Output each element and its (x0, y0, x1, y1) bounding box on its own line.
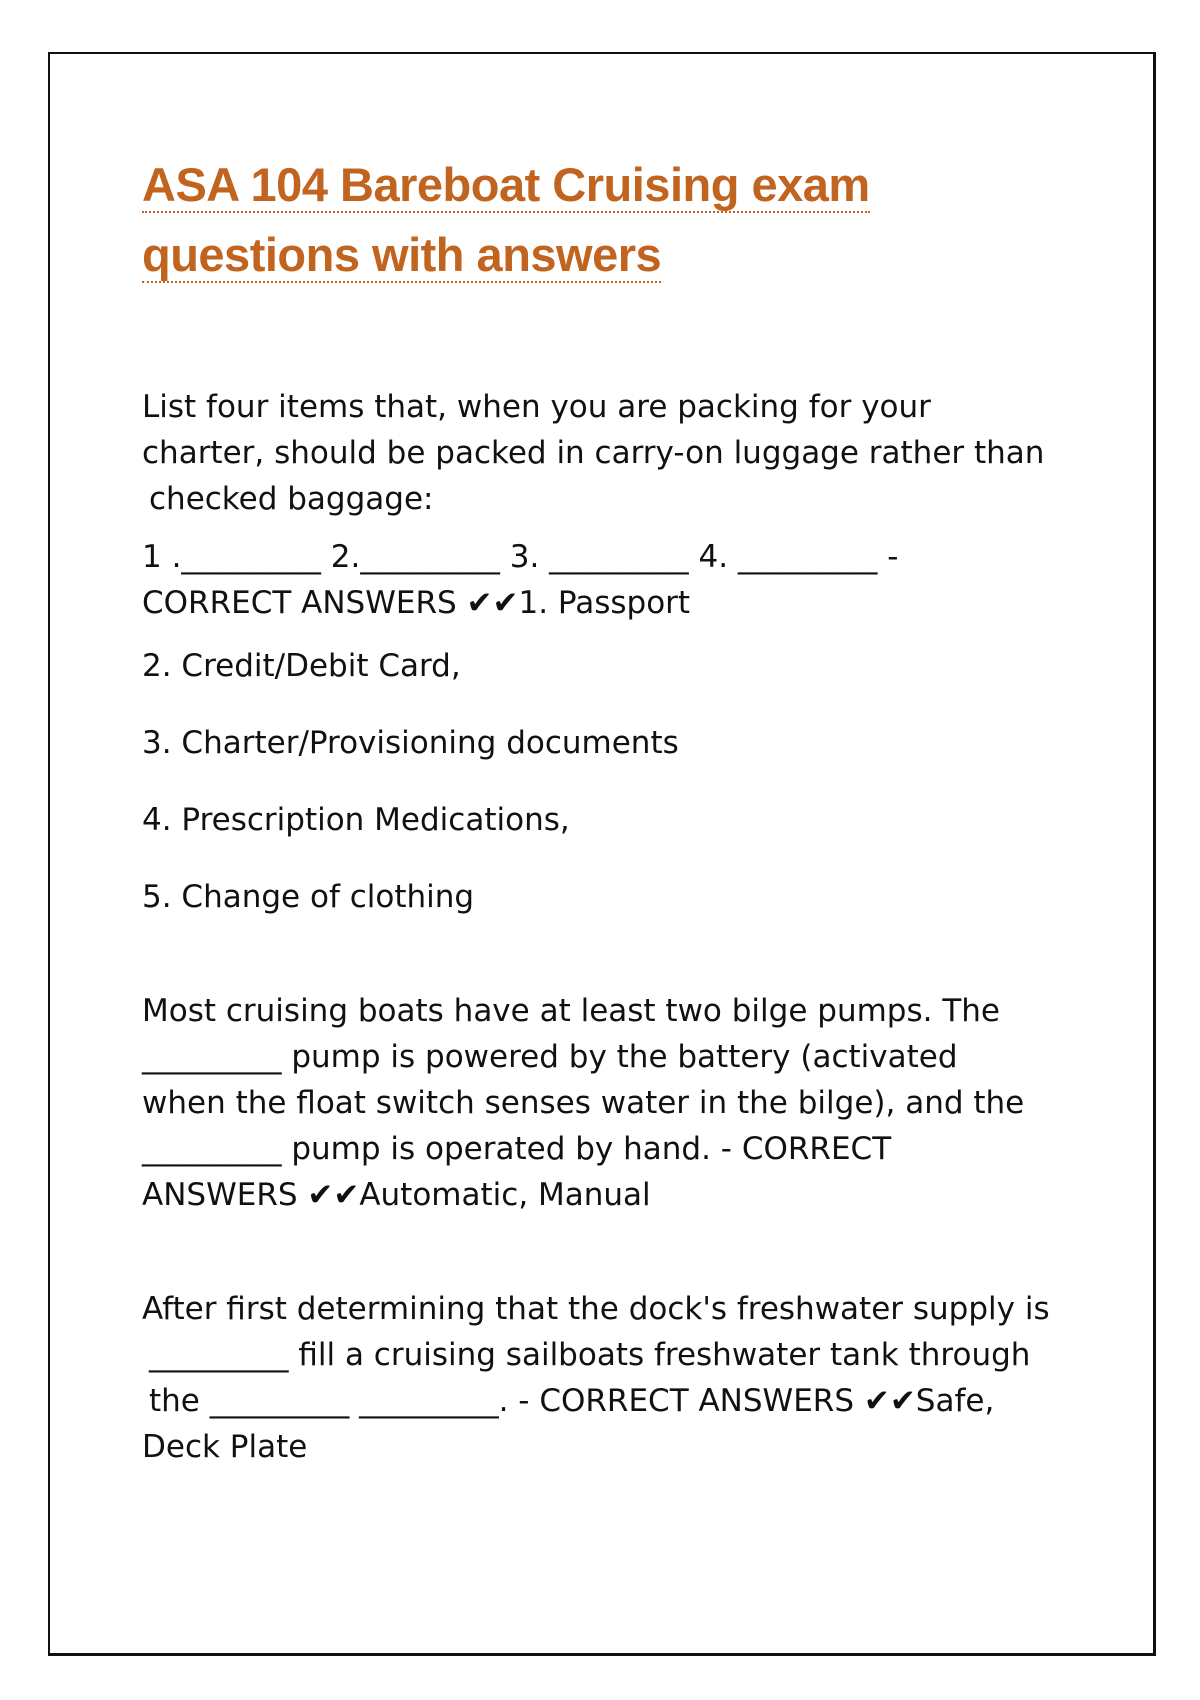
question-3 (142, 1286, 1082, 1470)
question-2 (142, 988, 1082, 1218)
answer-line: CORRECT ANSWERS ✔✔1. Passport (142, 585, 691, 621)
question-text-line: After first determining that the dock's freshwater supply is (142, 1291, 1050, 1327)
question-text-line: the _________ _________. - CORRECT ANSWERS ✔✔Safe, (149, 1383, 995, 1419)
answer-line: ANSWERS ✔✔Automatic, Manual (142, 1177, 651, 1213)
question-text-line: _________ pump is powered by the battery (activated (142, 1039, 958, 1075)
question-text-line: checked baggage: (149, 481, 434, 517)
title-line-2: questions with answers (142, 228, 662, 281)
question-text-line: Most cruising boats have at least two bilge pumps. The (142, 993, 1000, 1029)
question-text-line: _________ pump is operated by hand. - CORRECT (142, 1131, 892, 1167)
answer-item: 4. Prescription Medications, (142, 802, 570, 838)
question-text-line: _________ fill a cruising sailboats freshwater tank through (149, 1337, 1031, 1373)
question-blanks-line: 1 ._________ 2._________ 3. _________ 4. _________ - (142, 539, 899, 575)
document-title (142, 150, 1082, 290)
answer-item: 2. Credit/Debit Card, (142, 648, 461, 684)
question-text-line: when the float switch senses water in the bilge), and the (142, 1085, 1025, 1121)
question-text-line: List four items that, when you are packing for your (142, 389, 931, 425)
document-body (142, 150, 1082, 1470)
title-line-1: ASA 104 Bareboat Cruising exam (142, 158, 870, 211)
question-1 (142, 384, 1082, 920)
answer-item: 3. Charter/Provisioning documents (142, 725, 679, 761)
question-text-line: charter, should be packed in carry-on luggage rather than (142, 435, 1045, 471)
answer-item: 5. Change of clothing (142, 879, 475, 915)
answer-line: Deck Plate (142, 1429, 308, 1465)
